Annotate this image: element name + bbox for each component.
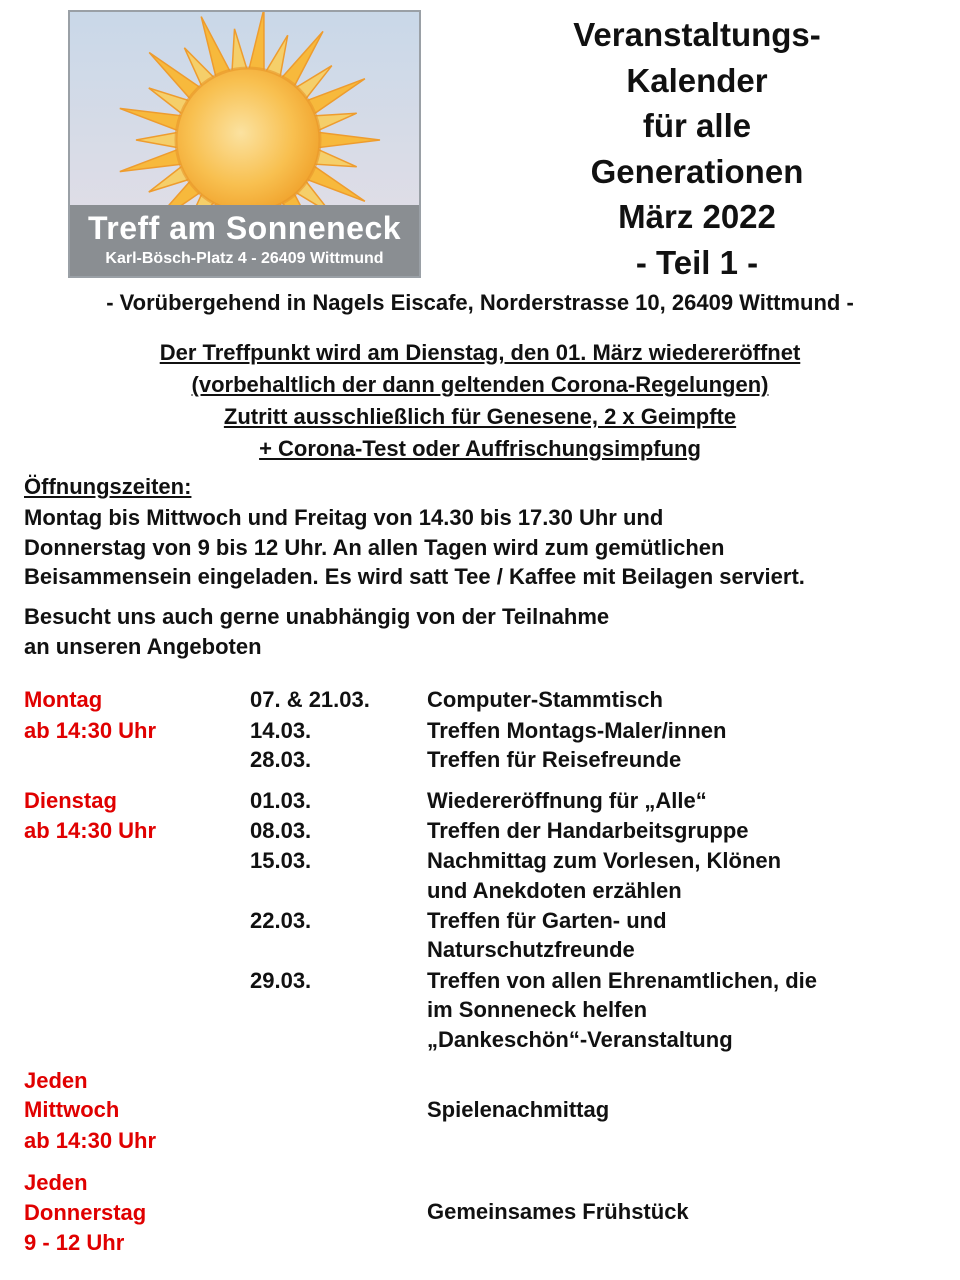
day-time: 9 - 12 Uhr bbox=[24, 1230, 125, 1255]
opening-hours-line: Montag bis Mittwoch und Freitag von 14.30 bis 17.30 Uhr und bbox=[24, 505, 664, 530]
event-title: Treffen Montags-Maler/innen bbox=[427, 718, 727, 743]
logo bbox=[68, 10, 421, 278]
event-title: „Dankeschön“-Veranstaltung bbox=[427, 1027, 733, 1052]
reopening-notice bbox=[0, 337, 960, 465]
notice-line: Der Treffpunkt wird am Dienstag, den 01. März wiedereröffnet bbox=[159, 340, 801, 365]
day-label: Dienstag bbox=[24, 788, 117, 813]
opening-hours-heading: Öffnungszeiten: bbox=[24, 474, 192, 499]
visit-invitation bbox=[24, 602, 609, 662]
event-title: und Anekdoten erzählen bbox=[427, 878, 682, 903]
event-date: 15.03. bbox=[250, 848, 312, 873]
calendar-title bbox=[520, 12, 874, 285]
event-title: Nachmittag zum Vorlesen, Klönen bbox=[427, 848, 782, 873]
event-title: Treffen für Garten- und bbox=[427, 908, 667, 933]
day-label: Montag bbox=[24, 687, 103, 712]
opening-hours-line: Donnerstag von 9 bis 12 Uhr. An allen Tagen wird zum gemütlichen bbox=[24, 534, 725, 560]
day-label: Jeden bbox=[24, 1170, 88, 1195]
title-line: Kalender bbox=[626, 61, 768, 99]
event-date: 01.03. bbox=[250, 788, 312, 813]
event-date: 07. & 21.03. bbox=[250, 687, 370, 712]
event-title: Treffen der Handarbeitsgruppe bbox=[427, 818, 749, 843]
notice-line: Zutritt ausschließlich für Genesene, 2 x Geimpfte bbox=[223, 404, 737, 429]
title-line: für alle bbox=[642, 107, 752, 144]
event-date: 28.03. bbox=[250, 747, 312, 772]
event-title: Naturschutzfreunde bbox=[427, 937, 635, 962]
event-title: Spielenachmittag bbox=[427, 1097, 610, 1122]
visit-line: an unseren Angeboten bbox=[24, 634, 262, 659]
event-title: Treffen für Reisefreunde bbox=[427, 747, 682, 772]
logo-name: Treff am Sonneneck bbox=[87, 210, 402, 246]
event-title: Treffen von allen Ehrenamtlichen, die bbox=[427, 968, 817, 993]
event-date: 29.03. bbox=[250, 968, 312, 993]
temporary-location: - Vorübergehend in Nagels Eiscafe, Norderstrasse 10, 26409 Wittmund - bbox=[106, 290, 854, 315]
day-label: Jeden bbox=[24, 1068, 88, 1093]
event-date: 14.03. bbox=[250, 718, 312, 743]
event-date: 22.03. bbox=[250, 908, 312, 933]
visit-line: Besucht uns auch gerne unabhängig von der Teilnahme bbox=[24, 604, 610, 629]
day-time: ab 14:30 Uhr bbox=[24, 818, 157, 843]
day-label: Donnerstag bbox=[24, 1200, 147, 1225]
notice-line: + Corona-Test oder Auffrischungsimpfung bbox=[259, 436, 701, 461]
notice-line: (vorbehaltlich der dann geltenden Corona-Regelungen) bbox=[191, 372, 769, 397]
event-title: Wiedereröffnung für „Alle“ bbox=[427, 788, 707, 813]
day-time: ab 14:30 Uhr bbox=[24, 1128, 157, 1153]
event-title: Computer-Stammtisch bbox=[427, 687, 663, 712]
opening-hours-text bbox=[24, 503, 805, 592]
event-date: 08.03. bbox=[250, 818, 312, 843]
day-label: Mittwoch bbox=[24, 1097, 120, 1122]
title-line: Veranstaltungs- bbox=[573, 16, 821, 53]
day-time: ab 14:30 Uhr bbox=[24, 718, 157, 743]
event-title: im Sonneneck helfen bbox=[427, 997, 648, 1022]
event-title: Gemeinsames Frühstück bbox=[427, 1199, 689, 1224]
opening-hours-line: Beisammensein eingeladen. Es wird satt Tee / Kaffee mit Beilagen serviert. bbox=[24, 564, 805, 590]
title-line: - Teil 1 - bbox=[635, 243, 759, 281]
logo-address: Karl-Bösch-Platz 4 - 26409 Wittmund bbox=[105, 250, 384, 267]
title-line: März 2022 bbox=[618, 198, 776, 235]
title-line: Generationen bbox=[590, 152, 804, 190]
